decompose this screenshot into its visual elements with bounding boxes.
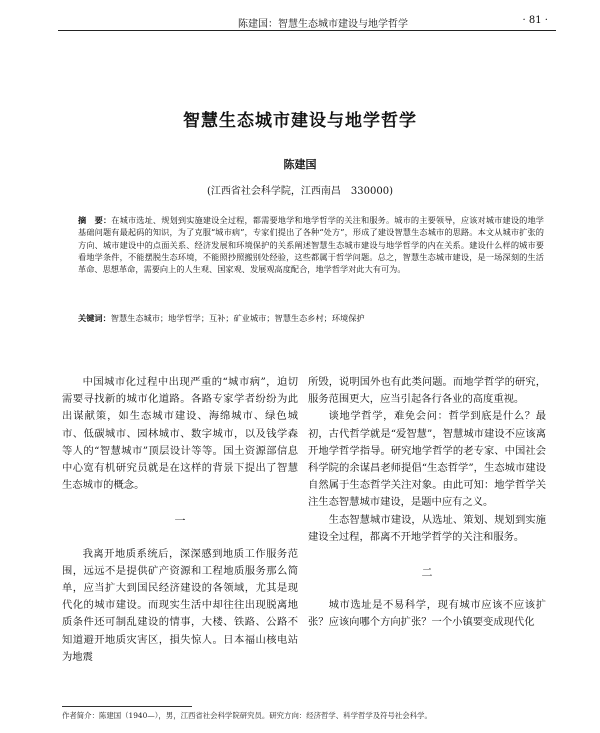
paragraph: 生态智慧城市建设，从选址、策划、规划到实施建设全过程，都离不开地学哲学的关注和服务。: [308, 513, 546, 543]
footnote-divider: [62, 706, 192, 707]
article-title: 智慧生态城市建设与地学哲学: [183, 111, 417, 131]
paragraph: 所毁，说明国外也有此类问题。而地学哲学的研究，服务范围更大，应当引起各行各业的高度重视。: [308, 376, 546, 406]
section-marker: 一: [174, 514, 186, 528]
page-number: · 81 ·: [522, 15, 548, 26]
abstract-text: 在城市选址、规划到实施建设全过程，都需要地学和地学哲学的关注和服务。城市的主要领导，应该对城市建设的地学基础问题有最起码的知识，为了克服“城市病”，专家们提出了各种“处方”，形成了建设智慧生态城市的思路。本文从城市扩张的方向、城市建设中的点面关系、经济发展和环境保护的关系阐述智慧生态城市建设与地学哲学的内在关系。建设什么样的城市要看地学条件，不能摆脱生态环境，不能照抄照搬别处经验，这些都属于哲学问题。总之，智慧生态城市建设，是一场深刻的生活革命、思想革命，需要向上的人生观、国家观、发展观高度配合，地学哲学对此大有可为。: [78, 215, 544, 275]
paragraph: 城市选址是不易科学，现有城市应该不应该扩张？应该向哪个方向扩张？一个小镇要变成现代化: [308, 599, 546, 629]
author-name: 陈建国: [283, 158, 317, 171]
running-header: [58, 14, 556, 31]
body-column-right: [308, 374, 546, 632]
abstract: [78, 214, 544, 275]
author-affiliation: (江西省社会科学院，江西南昌 330000): [207, 186, 393, 197]
running-title: 陈建国：智慧生态城市建设与地学哲学: [238, 19, 408, 30]
paragraph: 我离开地质系统后，深深感到地质工作服务范围，远远不是提供矿产资源和工程地质服务那么简单，应当扩大到国民经济建设的各领域，尤其是现代化的城市建设。而现实生活中却往往出现脱离地质条件还可制乱建设的情事，大楼、铁路、公路不知道避开地质灾害区，損失惊人。日本福山核电站为地震: [62, 547, 298, 663]
paragraph: 中国城市化过程中出现严重的“城市病”，迫切需要寻找新的城市化道路。各路专家学者纷纷为此出谋献策，如生态城市建设、海绵城市、绿色城市、低碳城市、园林城市、数字城市，以及钱学森等人的“智慧城市”顶层设计等等。国土资源部信息中心宽有机研究员就是在这样的背景下提出了智慧生态城市的概念。: [62, 376, 298, 492]
keywords-text: 智慧生态城市；地学哲学；互补；矿业城市；智慧生态乡村；环境保护: [110, 313, 365, 323]
footnote: 作者简介：陈建国（1940—），男，江西省社会科学院研究员。研究方向：经济哲学、科学哲学及符号社会科学。: [62, 711, 432, 720]
keywords-label: 关键词：: [78, 313, 111, 323]
keywords: [78, 312, 544, 324]
body-column-left: [62, 374, 298, 666]
section-marker: 二: [421, 566, 433, 580]
paragraph: 谈地学哲学，难免会问：哲学到底是什么？最初，古代哲学就是“爱智慧”，智慧城市建设不应该离开地学哲学指导。研究地学哲学的老专家、中国社会科学院的余谋昌老师提倡“生态哲学”，生态城市建设自然属于生态哲学关注对象。由此可知：地学哲学关注生态智慧城市建设，是题中应有之义。: [308, 410, 546, 509]
abstract-label: 摘 要：: [78, 215, 112, 225]
